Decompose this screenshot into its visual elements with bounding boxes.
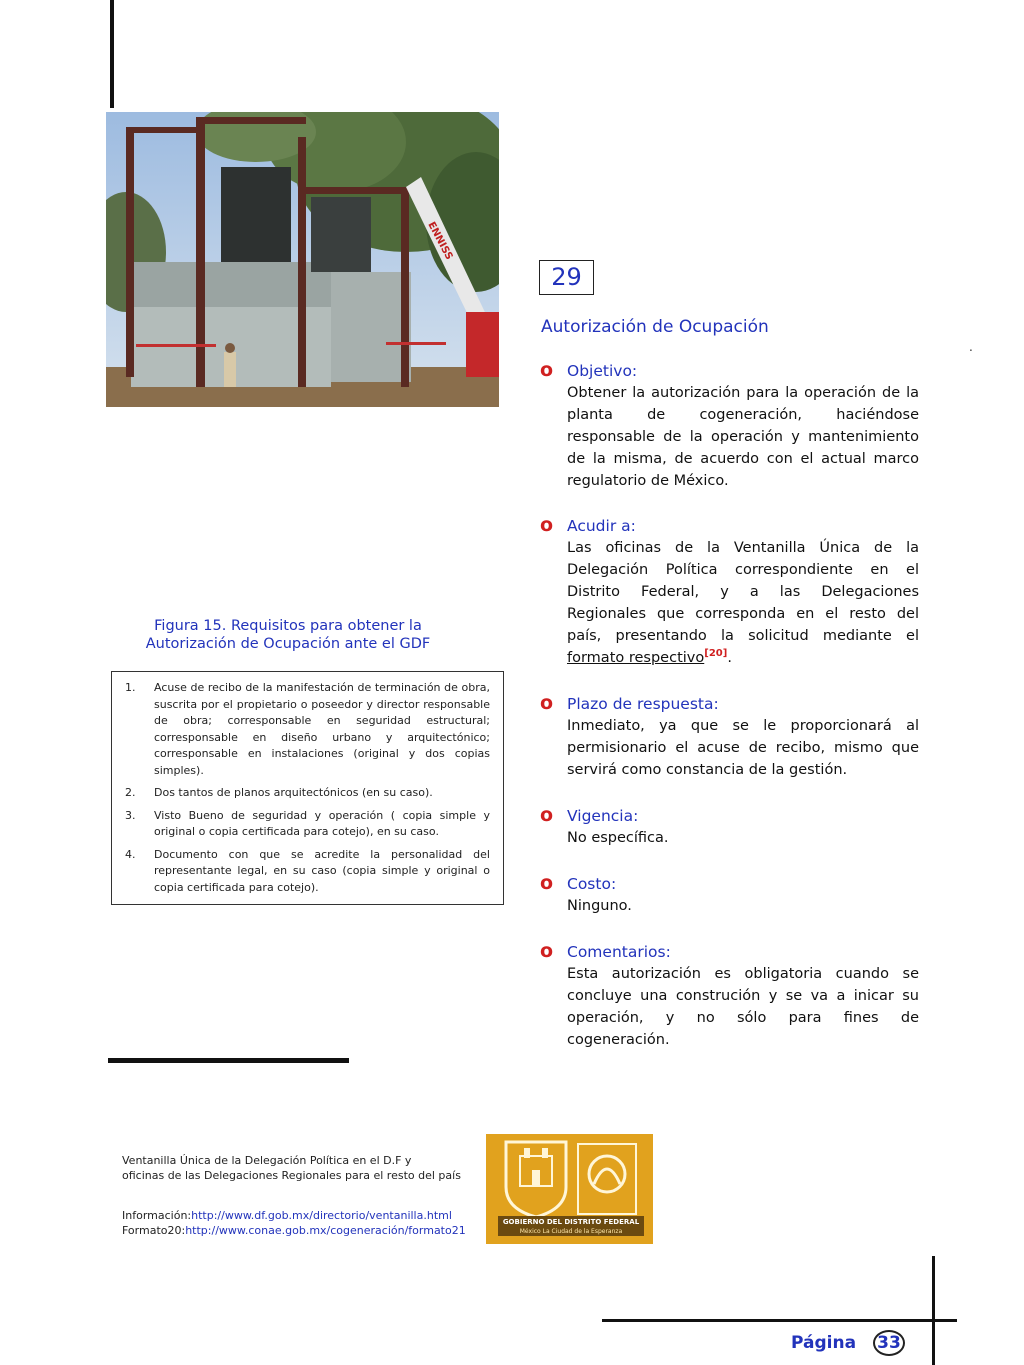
sentence-end: .	[727, 650, 732, 666]
bullet-icon: o	[540, 359, 554, 381]
section-body-text: Las oficinas de la Ventanilla Única de la Delegación Política correspondiente en el Distrito Federal, y a las Delegaciones Regionales que corresponda en el resto del país, presentando la solicitud mediante el	[567, 540, 919, 644]
stray-dot: .	[969, 340, 973, 354]
list-item	[125, 808, 490, 841]
footer-horizontal-rule	[602, 1319, 957, 1322]
bullet-icon: o	[540, 940, 554, 962]
logo-text-line2: México La Ciudad de la Esperanza	[519, 1228, 623, 1235]
list-item-text: Acuse de recibo de la manifestación de terminación de obra, suscrita por el propietario o poseedor y director responsable de obra; corresponsable en seguridad estructural; corresponsable en diseño urbano y arquitectónico; corresponsable en instalaciones (original y dos copias simples).	[154, 681, 490, 777]
top-vertical-rule	[110, 0, 114, 108]
section-label: Acudir a:	[567, 517, 636, 535]
bullet-icon: o	[540, 692, 554, 714]
section-label: Costo:	[567, 875, 617, 893]
procedure-number-box: 29	[539, 260, 594, 295]
formato-url-link[interactable]: http://www.conae.gob.mx/cogeneración/formato21	[185, 1224, 466, 1237]
list-item	[125, 785, 490, 802]
section-body: Ninguno.	[567, 898, 632, 914]
section-objetivo	[540, 360, 919, 492]
footer-links	[122, 1208, 466, 1238]
info-label: Información:	[122, 1209, 192, 1222]
list-item-number: 1.	[125, 681, 136, 694]
list-item-number: 4.	[125, 847, 136, 861]
section-comentarios	[540, 941, 919, 1051]
section-title: Autorización de Ocupación	[541, 317, 769, 337]
section-label: Plazo de respuesta:	[567, 695, 719, 713]
section-body: Inmediato, ya que se le proporcionará al permisionario el acuse de recibo, mismo que servirá como constancia de la gestión.	[567, 718, 919, 778]
page-label: Página	[791, 1333, 857, 1353]
page-number: 33	[873, 1330, 905, 1356]
bullet-icon: o	[540, 514, 554, 536]
crane-sign-text: ENNISS	[425, 220, 455, 262]
requirements-list	[112, 672, 503, 896]
section-costo	[540, 873, 919, 917]
footer-line: oficinas de las Delegaciones Regionales para el resto del país	[122, 1169, 461, 1182]
bullet-icon: o	[540, 804, 554, 826]
section-divider-rule	[108, 1058, 349, 1063]
gdf-logo	[486, 1134, 653, 1244]
footer-line: Ventanilla Única de la Delegación Política en el D.F y	[122, 1154, 412, 1167]
formato-link[interactable]: formato respectivo	[567, 650, 705, 666]
list-item-number: 2.	[125, 786, 136, 799]
section-body: Obtener la autorización para la operación de la planta de cogeneración, haciéndose responsable de la operación y mantenimiento de la misma, de acuerdo con el actual marco regulatorio de México.	[567, 385, 919, 489]
list-item	[125, 680, 490, 779]
figure-caption: Figura 15. Requisitos para obtener la Autorización de Ocupación ante el GDF	[145, 618, 431, 652]
section-body: No específica.	[567, 830, 669, 846]
formato-label: Formato20:	[122, 1224, 186, 1237]
list-item	[125, 847, 490, 897]
section-label: Comentarios:	[567, 943, 671, 961]
section-label: Objetivo:	[567, 362, 638, 380]
section-plazo	[540, 693, 919, 781]
info-url-link[interactable]: http://www.df.gob.mx/directorio/ventanilla.html	[191, 1209, 452, 1222]
reference-marker: [20]	[704, 648, 728, 660]
list-item-number: 3.	[125, 808, 136, 822]
logo-text-line1: GOBIERNO DEL DISTRITO FEDERAL	[502, 1218, 640, 1226]
section-acudir	[540, 515, 919, 669]
requirements-box	[111, 671, 504, 905]
section-body: Esta autorización es obligatoria cuando se concluye una construción y se va a inicar su operación, y no sólo para fines de cogeneración.	[567, 966, 919, 1048]
list-item-text: Dos tantos de planos arquitectónicos (en su caso).	[154, 786, 433, 799]
footer-vertical-rule	[932, 1256, 935, 1365]
footer-office-text	[122, 1153, 461, 1183]
plant-construction-photo	[106, 112, 499, 407]
section-body	[567, 537, 919, 669]
bullet-icon: o	[540, 872, 554, 894]
list-item-text: Visto Bueno de seguridad y operación ( copia simple y original o copia certificada para cotejo), en su caso.	[154, 808, 490, 838]
section-vigencia	[540, 805, 919, 849]
section-label: Vigencia:	[567, 807, 639, 825]
list-item-text: Documento con que se acredite la personalidad del representante legal, en su caso (copia simple y original o copia certificada para cotejo).	[154, 847, 490, 894]
